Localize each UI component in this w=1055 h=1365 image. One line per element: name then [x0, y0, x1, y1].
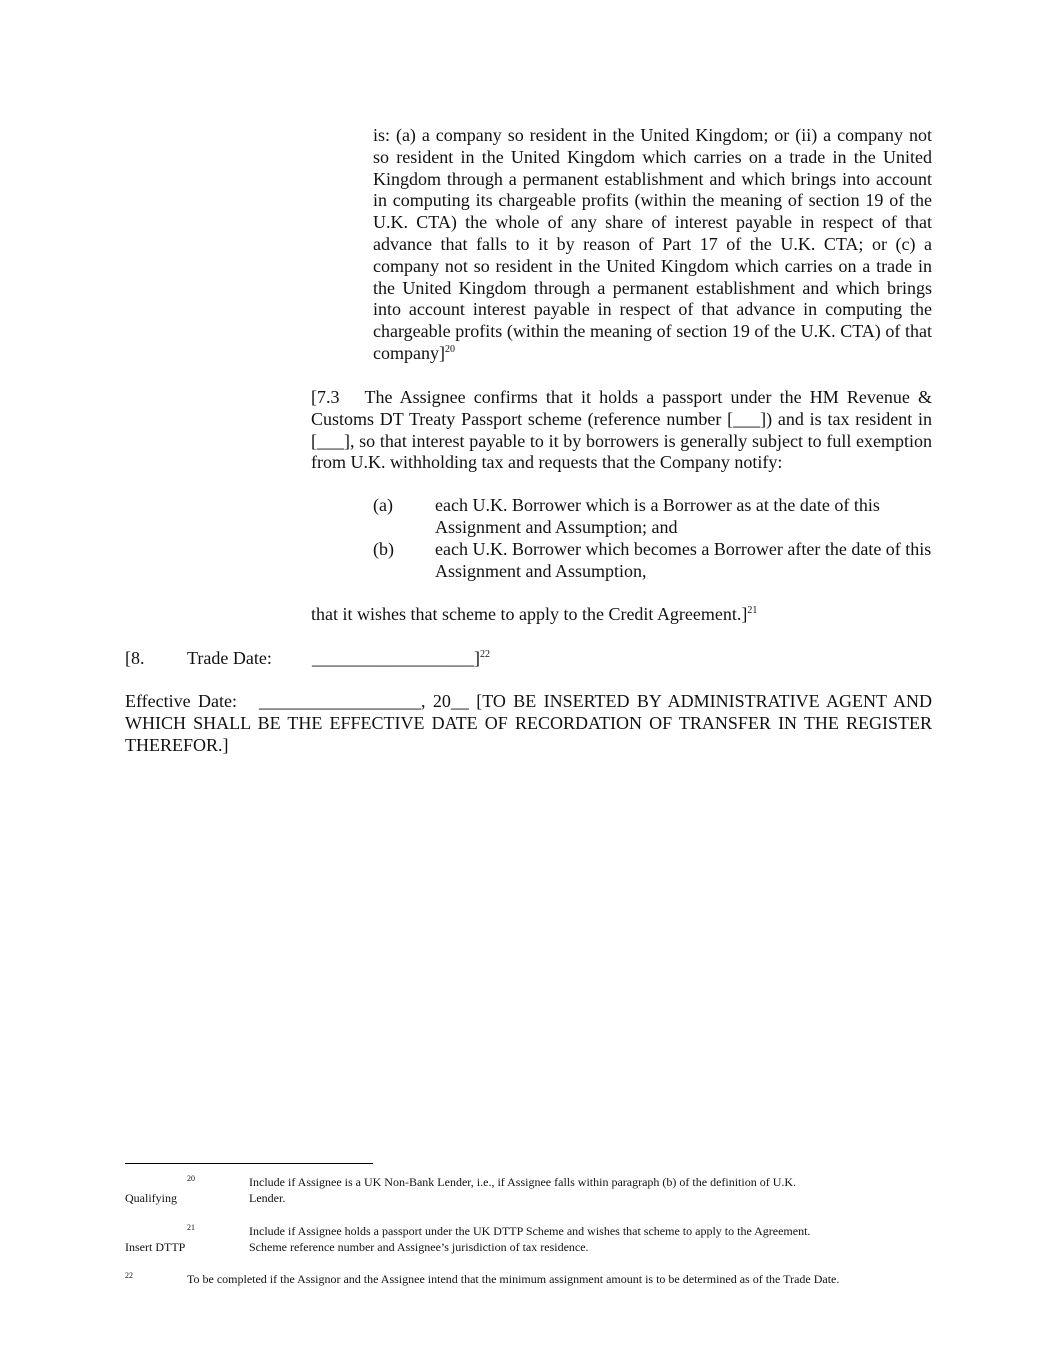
list-label: (b) — [373, 539, 394, 559]
footnote-number: 22 — [125, 1271, 133, 1280]
trade-date-blank: __________________]$^{22}$ — [312, 648, 490, 668]
footnote-line-1: Include if Assignee is a UK Non-Bank Lender, i.e., if Assignee falls within paragraph (b) of the definition of U.K. — [249, 1175, 797, 1189]
closing-text: that it wishes that scheme to apply to the Credit Agreement.] — [311, 604, 748, 624]
footnote-line-2: Lender. — [249, 1191, 286, 1205]
trade-date-label: Trade Date: — [187, 648, 272, 668]
list-label: (a) — [373, 495, 393, 515]
footnote-prefix: Insert DTTP — [125, 1240, 186, 1254]
footnote-ref-21: 21 — [747, 605, 758, 616]
list-text: each U.K. Borrower which becomes a Borrower after the date of this Assignment and Assumption, — [435, 539, 932, 581]
section-text: The Assignee confirms that it holds a passport under the HM Revenue & Customs DT Treaty Passport scheme (reference number [___]) and is tax resident in [___], so that interest payable to it by borrowers is generally subject to full exemption from U.K. withholding tax and requests that the Company notify: — [311, 387, 932, 473]
footnote-21 — [125, 1223, 935, 1263]
effective-date-paragraph — [125, 691, 937, 756]
footnote-20 — [125, 1174, 935, 1214]
trade-date-line — [125, 648, 925, 670]
footnote-number: 21 — [187, 1223, 195, 1232]
footnote-separator — [125, 1163, 373, 1164]
list-item-a — [373, 495, 935, 539]
footnote-22 — [125, 1271, 935, 1311]
footnote-ref-20: 20 — [444, 343, 455, 355]
footnote-line-2: Scheme reference number and Assignee’s jurisdiction of tax residence. — [249, 1240, 589, 1254]
closing-sentence — [311, 604, 932, 626]
footnote-prefix: Qualifying — [125, 1191, 177, 1205]
section-number: [7.3 — [311, 387, 340, 407]
footnote-text: To be completed if the Assignor and the Assignee intend that the minimum assignment amount is to be determined as of the Trade Date. — [187, 1272, 840, 1286]
list-text: each U.K. Borrower which is a Borrower as at the date of this Assignment and Assumption; and — [435, 495, 880, 537]
section-number: [8. — [125, 648, 145, 668]
section-7-3 — [311, 387, 932, 474]
footnote-line-1: Include if Assignee holds a passport under the UK DTTP Scheme and wishes that scheme to apply to the Agreement. — [249, 1224, 811, 1238]
footnote-number: 20 — [187, 1174, 195, 1183]
paragraph-text: is: (a) a company so resident in the United Kingdom; or (ii) a company not so resident in the United Kingdom which carries on a trade in the United Kingdom through a permanent establishment and which brings into account in computing its chargeable profits (within the meaning of section 19 of the U.K. CTA) the whole of any share of interest payable in respect of that advance that falls to it by reason of Part 17 of the U.K. CTA; or (c) a company not so resident in the United Kingdom which carries on a trade in the United Kingdom through a permanent establishment and which brings into account interest payable in respect of that advance in computing the chargeable profits (within the meaning of section 19 of the U.K. CTA) of that company] — [373, 125, 932, 363]
tax-residency-paragraph — [373, 125, 932, 365]
effective-date-text: Effective Date: __________________, 20__ [TO BE INSERTED BY ADMINISTRATIVE AGENT AND WHICH SHALL BE THE EFFECTIVE DATE OF RECORDATION OF TRANSFER IN THE REGISTER THEREFOR.] — [125, 691, 937, 755]
footnote-ref-22: 22 — [480, 649, 490, 660]
list-item-b — [373, 539, 935, 583]
